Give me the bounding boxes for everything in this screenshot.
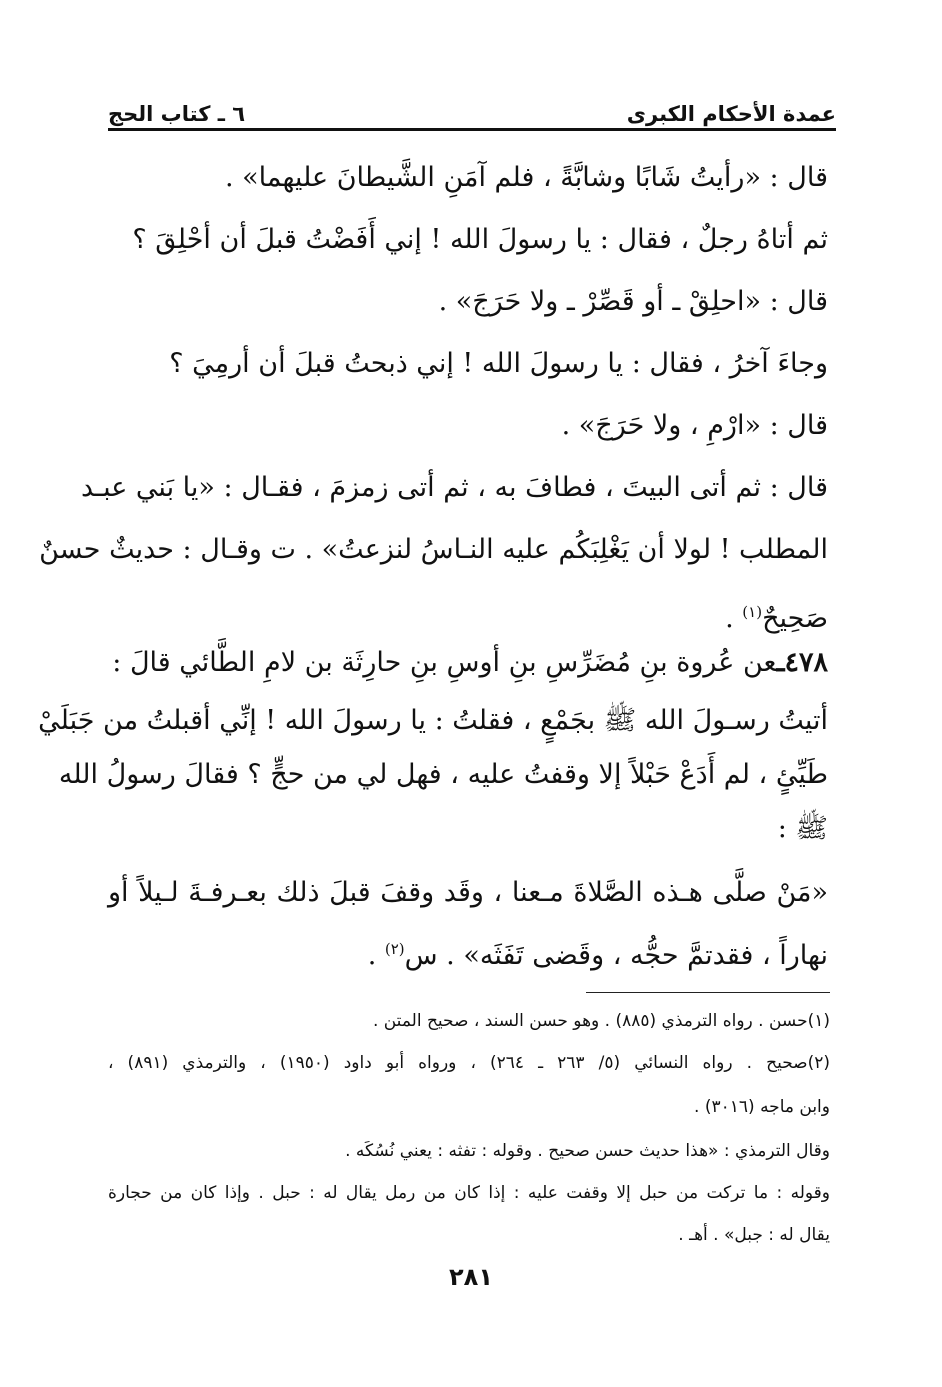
text-line: قال : «رأيتُ شَابًا وشابَّةً ، فلم آمَنِ الشَّيطانَ عليهما» . xyxy=(224,162,828,193)
footnote-line: وقوله : ما تركت من حبل إلا وقفت عليه : إذا كان من رمل يقال له : حبل . وإذا كان من حجارة xyxy=(108,1183,830,1203)
text-fragment: نهاراً ، فقدتمَّ حجُّه ، وقَضى تَفَثَه» . س xyxy=(404,940,828,971)
hadith-number: ٤٧٨ـ xyxy=(776,647,828,678)
text-line: ثم أتاهُ رجلٌ ، فقال : يا رسولَ الله ! إني أَفَضْتُ قبلَ أن أحْلِقَ ؟ xyxy=(132,224,828,255)
text-line: قال : ثم أتى البيتَ ، فطافَ به ، ثم أتى زمزمَ ، فقـال : «يا بَني عبـد xyxy=(81,472,828,503)
text-line: طَيِّئٍ ، لم أَدَعْ حَبْلاً إلا وقفتُ عليه ، فهل لي من حجٍّ ؟ فقالَ رسولُ الله xyxy=(58,759,828,790)
text-line: أتيتُ رسـولَ الله ﷺ بجَمْعٍ ، فقلتُ : يا رسولَ الله ! إنِّي أقبلتُ من جَبَلَيْ xyxy=(38,705,828,736)
text-fragment: . xyxy=(725,603,743,634)
footnote-line: يقال له : جبل» . أهـ . xyxy=(678,1225,830,1245)
footnote-ref: (١) xyxy=(742,603,763,621)
text-fragment: . xyxy=(367,940,385,971)
text-fragment: صَحِيحٌ xyxy=(762,603,828,634)
footnote-line: (١)حسن . رواه الترمذي (٨٨٥) . وهو حسن السند ، صحيح المتن . xyxy=(372,1011,830,1031)
book-title: عمدة الأحكام الكبرى xyxy=(626,102,836,126)
text-fragment: عن عُروة بنِ مُضَرِّسِ بنِ أوسِ بنِ حارِثَة بن لامِ الطَّائي قالَ : xyxy=(112,647,777,678)
footnote-line: وقال الترمذي : «هذا حديث حسن صحيح . وقوله : تفثه : يعني نُسُكَه . xyxy=(345,1141,830,1161)
text-line: وجاءَ آخرُ ، فقال : يا رسولَ الله ! إني ذبحتُ قبلَ أن أرمِيَ ؟ xyxy=(169,348,828,379)
text-line: قال : «ارْمِ ، ولا حَرَجَ» . xyxy=(561,410,828,441)
footnote-ref: (٢) xyxy=(384,940,405,958)
text-line xyxy=(108,593,828,638)
chapter-title: ٦ ـ كتاب الحج xyxy=(108,102,246,126)
text-line: قال : «احلِقْ ـ أو قَصِّرْ ـ ولا حَرَجَ» . xyxy=(438,286,828,317)
footnote-line: (٢)صحيح . رواه النسائي (٥/ ٢٦٣ ـ ٢٦٤) ، ورواه أبو داود (١٩٥٠) ، والترمذي (٨٩١) ، xyxy=(108,1053,831,1073)
text-line xyxy=(108,930,828,975)
page-number: ٢٨١ xyxy=(449,1263,493,1291)
text-line: ﷺ : xyxy=(777,813,828,844)
footnote-line: وابن ماجه (٣٠١٦) . xyxy=(694,1097,830,1117)
running-header xyxy=(108,86,836,126)
text-line: «مَنْ صلَّى هـذه الصَّلاةَ مـعنا ، وقَد وقفَ قبلَ ذلك بعـرفـةَ لـيلاً أو xyxy=(108,877,828,908)
hadith-heading-line xyxy=(108,644,828,682)
text-line: المطلب ! لولا أن يَغْلِبَكُم عليه النـاسُ لنزعتُ» . ت وقـال : حديثٌ حسنٌ xyxy=(39,534,828,565)
header-rule xyxy=(108,128,836,131)
footnote-separator xyxy=(586,992,830,993)
